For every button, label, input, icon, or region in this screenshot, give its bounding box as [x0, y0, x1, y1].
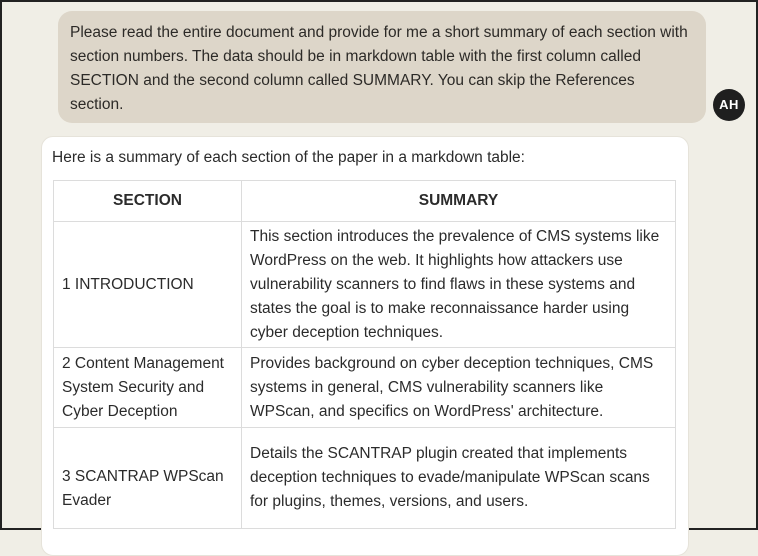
assistant-intro-text: Here is a summary of each section of the paper in a markdown table:: [52, 149, 525, 166]
section-cell: 2 Content Management System Security and Cyber Deception: [54, 348, 242, 428]
table-row: [54, 222, 676, 348]
user-avatar[interactable]: [713, 89, 745, 121]
table-row: [54, 428, 676, 529]
section-cell: 1 INTRODUCTION: [54, 222, 242, 348]
user-message-text: Please read the entire document and provide for me a short summary of each section with section numbers. The data should be in markdown table with the first column called SECTION and the second column called SUMMARY. You can skip the References section.: [70, 24, 688, 113]
table-row: [54, 348, 676, 428]
summary-table: [53, 180, 676, 529]
summary-cell: Details the SCANTRAP plugin created that implements deception techniques to evade/manipulate WPScan scans for plugins, themes, versions, and users.: [242, 428, 676, 529]
table-header-row: [54, 181, 676, 222]
summary-cell: Provides background on cyber deception techniques, CMS systems in general, CMS vulnerability scanners like WPScan, and specifics on WordPress' architecture.: [242, 348, 676, 428]
header-summary: SUMMARY: [242, 181, 676, 222]
summary-cell: This section introduces the prevalence of CMS systems like WordPress on the web. It highlights how attackers use vulnerability scanners to find flaws in these systems and states the goal is to make reconnaissance harder using cyber deception techniques.: [242, 222, 676, 348]
avatar-initials: AH: [719, 97, 739, 112]
section-cell: 3 SCANTRAP WPScan Evader: [54, 428, 242, 529]
user-message-bubble: [58, 11, 706, 123]
header-section: SECTION: [54, 181, 242, 222]
